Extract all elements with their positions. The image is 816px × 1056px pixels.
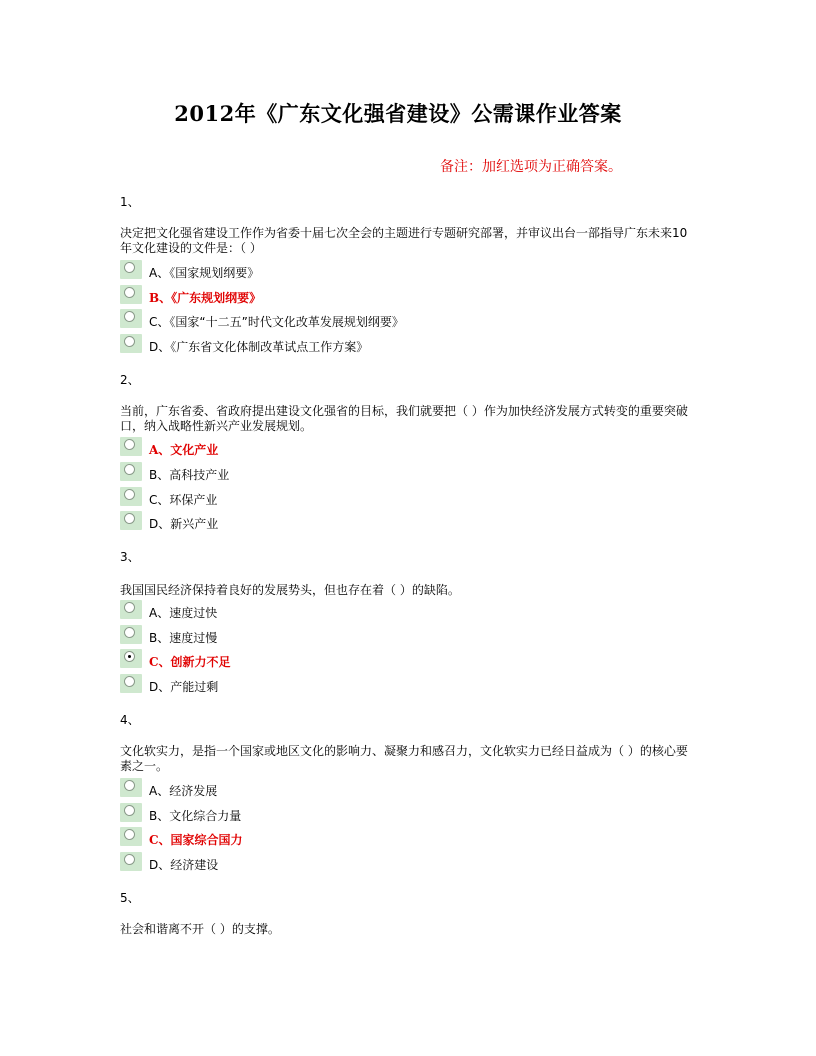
option-label: C、环保产业 xyxy=(149,493,218,507)
question-text: 社会和谐离不开（ ）的支撑。 xyxy=(120,922,280,936)
radio-circle-icon xyxy=(124,287,135,298)
radio-selected-icon[interactable] xyxy=(120,649,142,668)
radio-circle-icon xyxy=(124,602,135,613)
answer-option[interactable] xyxy=(120,674,520,698)
answer-option[interactable] xyxy=(120,511,520,535)
radio-icon[interactable] xyxy=(120,852,142,871)
radio-circle-icon xyxy=(124,829,135,840)
radio-circle-icon xyxy=(124,311,135,322)
question-number: 1、 xyxy=(120,195,140,209)
radio-circle-icon xyxy=(124,439,135,450)
radio-circle-icon xyxy=(124,464,135,475)
question-number: 5、 xyxy=(120,891,140,905)
option-label: B、文化综合力量 xyxy=(149,809,242,823)
document-title: 2012年《广东文化强省建设》公需课作业答案 xyxy=(174,101,622,126)
option-label: A、《国家规划纲要》 xyxy=(149,266,260,280)
radio-circle-icon xyxy=(124,489,135,500)
answer-option[interactable] xyxy=(120,649,520,673)
option-label: D、产能过剩 xyxy=(149,680,219,694)
radio-circle-icon xyxy=(124,676,135,687)
answer-option[interactable] xyxy=(120,803,520,827)
question-text: 决定把文化强省建设工作作为省委十届七次全会的主题进行专题研究部署，并审议出台一部指导广东未来10年文化建设的文件是：（ ） xyxy=(120,226,688,255)
radio-icon[interactable] xyxy=(120,437,142,456)
question-number: 4、 xyxy=(120,713,140,727)
radio-circle-icon xyxy=(124,854,135,865)
option-label: A、经济发展 xyxy=(149,784,218,798)
radio-circle-icon xyxy=(124,805,135,816)
radio-icon[interactable] xyxy=(120,778,142,797)
radio-circle-icon xyxy=(124,336,135,347)
radio-dot-icon xyxy=(128,655,131,658)
question-text: 我国国民经济保持着良好的发展势头，但也存在着（ ）的缺陷。 xyxy=(120,583,460,597)
option-label: D、《广东省文化体制改革试点工作方案》 xyxy=(149,340,369,354)
question-text: 文化软实力，是指一个国家或地区文化的影响力、凝聚力和感召力，文化软实力已经日益成为（ ）的核心要素之一。 xyxy=(120,744,688,773)
option-label: D、新兴产业 xyxy=(149,517,219,531)
radio-icon[interactable] xyxy=(120,600,142,619)
correct-option-label: B、《广东规划纲要》 xyxy=(149,291,262,305)
radio-circle-icon xyxy=(124,780,135,791)
answer-option[interactable] xyxy=(120,778,520,802)
question-number: 3、 xyxy=(120,550,140,564)
radio-circle-icon xyxy=(124,651,135,662)
answer-option[interactable] xyxy=(120,852,520,876)
answer-option[interactable] xyxy=(120,487,520,511)
radio-icon[interactable] xyxy=(120,674,142,693)
radio-icon[interactable] xyxy=(120,511,142,530)
radio-icon[interactable] xyxy=(120,827,142,846)
option-label: C、《国家“十二五”时代文化改革发展规划纲要》 xyxy=(149,315,404,329)
radio-icon[interactable] xyxy=(120,334,142,353)
radio-icon[interactable] xyxy=(120,260,142,279)
answer-note: 备注：加红选项为正确答案。 xyxy=(440,159,622,175)
answer-option[interactable] xyxy=(120,334,520,358)
answer-option[interactable] xyxy=(120,625,520,649)
answer-option[interactable] xyxy=(120,600,520,624)
answer-option[interactable] xyxy=(120,462,520,486)
radio-icon[interactable] xyxy=(120,803,142,822)
radio-icon[interactable] xyxy=(120,487,142,506)
option-label: A、速度过快 xyxy=(149,606,218,620)
correct-option-label: A、文化产业 xyxy=(149,443,219,457)
option-label: D、经济建设 xyxy=(149,858,219,872)
answer-option[interactable] xyxy=(120,827,520,851)
radio-icon[interactable] xyxy=(120,625,142,644)
option-label: B、高科技产业 xyxy=(149,468,230,482)
radio-circle-icon xyxy=(124,513,135,524)
answer-option[interactable] xyxy=(120,285,520,309)
question-number: 2、 xyxy=(120,373,140,387)
answer-option[interactable] xyxy=(120,437,520,461)
radio-circle-icon xyxy=(124,627,135,638)
option-label: B、速度过慢 xyxy=(149,631,218,645)
correct-option-label: C、国家综合国力 xyxy=(149,833,243,847)
radio-circle-icon xyxy=(124,262,135,273)
radio-icon[interactable] xyxy=(120,285,142,304)
radio-icon[interactable] xyxy=(120,309,142,328)
correct-option-label: C、创新力不足 xyxy=(149,655,231,669)
answer-option[interactable] xyxy=(120,260,520,284)
question-text: 当前，广东省委、省政府提出建设文化强省的目标，我们就要把（ ）作为加快经济发展方式转变的重要突破口，纳入战略性新兴产业发展规划。 xyxy=(120,404,688,433)
radio-icon[interactable] xyxy=(120,462,142,481)
answer-option[interactable] xyxy=(120,309,520,333)
